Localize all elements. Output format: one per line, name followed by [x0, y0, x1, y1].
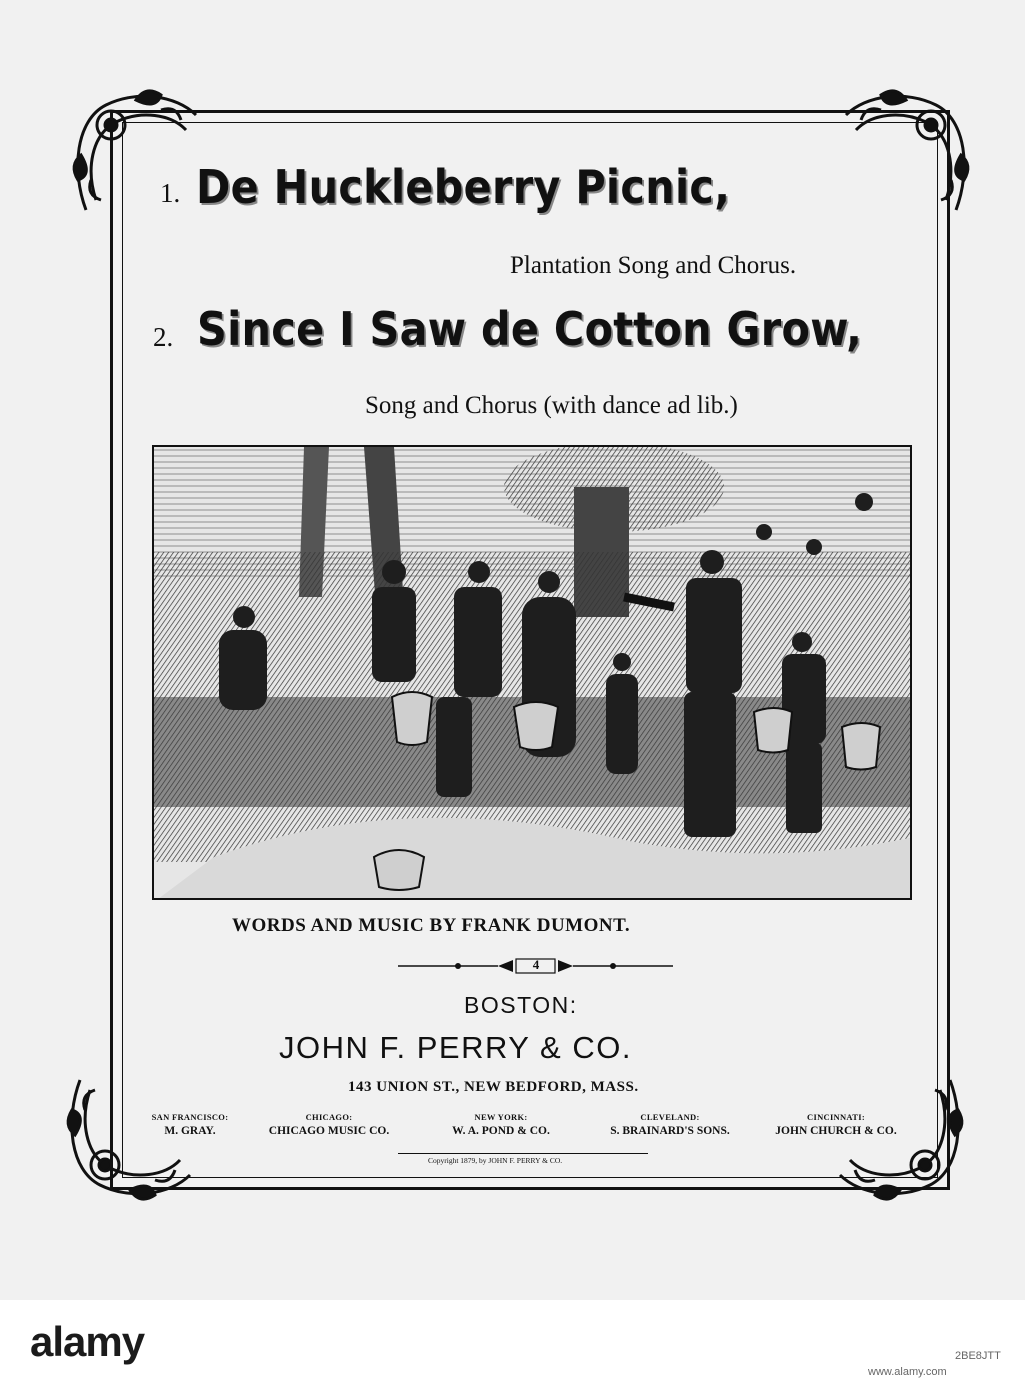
- agent-city: SAN FRANCISCO:: [151, 1112, 229, 1122]
- agent-firm: S. BRAINARD'S SONS.: [610, 1125, 730, 1137]
- agent-new-york: [452, 1112, 550, 1137]
- title-2: Since I Saw de Cotton Grow,: [197, 302, 863, 356]
- publisher-city: BOSTON:: [464, 992, 578, 1018]
- corner-ornament-icon: [66, 80, 206, 220]
- corner-ornament-icon: [836, 80, 976, 220]
- subtitle-2: Song and Chorus (with dance ad lib.): [365, 392, 738, 419]
- agent-firm: M. GRAY.: [164, 1125, 216, 1137]
- agent-cleveland: [610, 1112, 730, 1137]
- agent-cincinnati: [775, 1112, 896, 1137]
- publisher-name: JOHN F. PERRY & CO.: [279, 1030, 632, 1065]
- plate-number: 4: [532, 957, 540, 972]
- watermark-image-id: 2BE8JTT: [955, 1350, 1001, 1362]
- agent-san-francisco: [152, 1112, 229, 1137]
- agent-chicago: [269, 1112, 389, 1137]
- copyright-line: Copyright 1879, by JOHN F. PERRY & CO.: [428, 1156, 563, 1165]
- field-workers-engraving-icon: [154, 447, 912, 900]
- publisher-address: 143 UNION ST., NEW BEDFORD, MASS.: [348, 1079, 639, 1095]
- watermark-url: www.alamy.com: [868, 1366, 947, 1378]
- credit-line: WORDS AND MUSIC BY FRANK DUMONT.: [232, 915, 631, 936]
- title-1-number: 1.: [160, 178, 181, 208]
- title-1: De Huckleberry Picnic,: [196, 160, 731, 214]
- agent-city: CINCINNATI:: [807, 1112, 865, 1122]
- corner-ornament-icon: [60, 1070, 200, 1210]
- watermark-logo: alamy: [30, 1318, 145, 1365]
- corner-ornament-icon: [830, 1070, 970, 1210]
- agent-city: CLEVELAND:: [640, 1112, 700, 1122]
- copyright-rule: [398, 1153, 648, 1154]
- agent-city: NEW YORK:: [474, 1112, 528, 1122]
- agent-firm: W. A. POND & CO.: [452, 1125, 550, 1137]
- agent-city: CHICAGO:: [305, 1112, 353, 1122]
- agent-firm: CHICAGO MUSIC CO.: [268, 1125, 390, 1137]
- title-2-number: 2.: [153, 322, 174, 352]
- illustration: [152, 445, 912, 900]
- subtitle-1: Plantation Song and Chorus.: [510, 252, 797, 279]
- agent-firm: JOHN CHURCH & CO.: [775, 1125, 897, 1137]
